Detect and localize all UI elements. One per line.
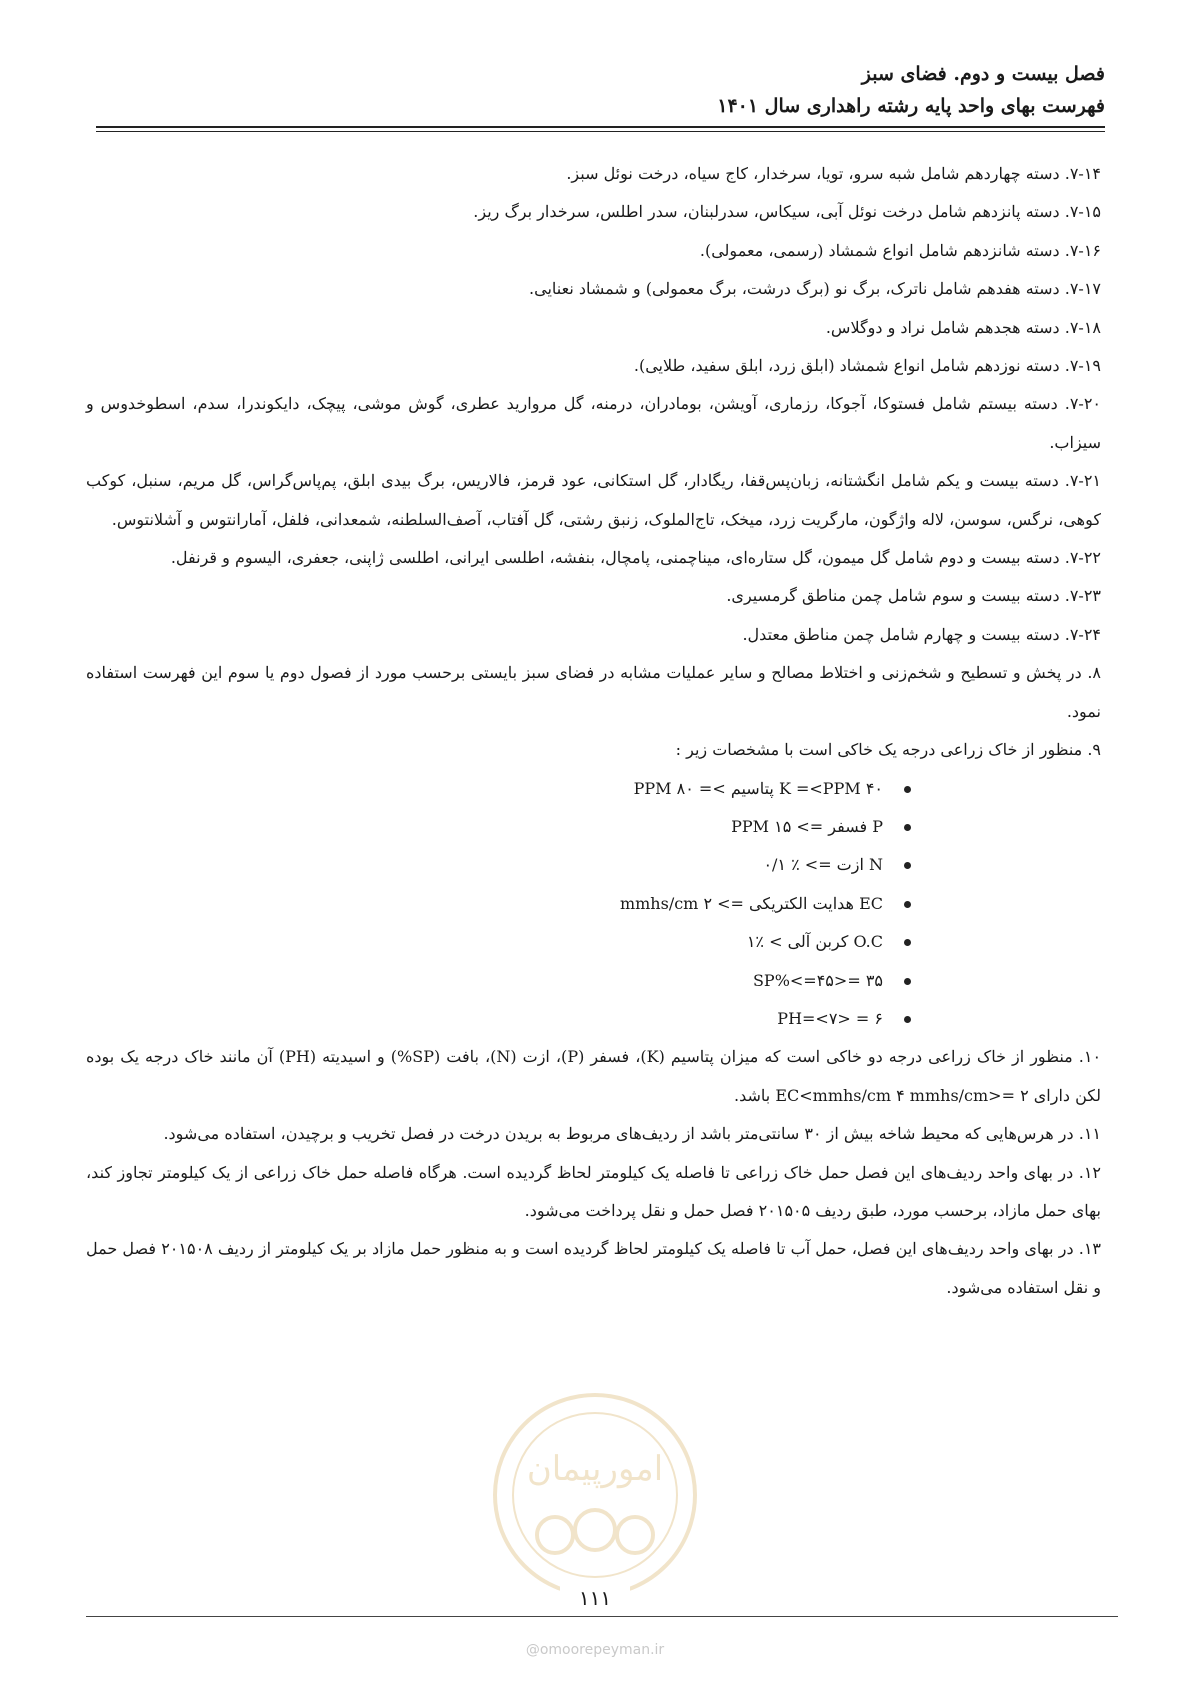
list-item: ۷-۲۳. دسته بیست و سوم شامل چمن مناطق گرمسیری.	[726, 586, 1101, 606]
page-number: ۱۱۱	[560, 1586, 630, 1610]
list-item: ۷-۱۷. دسته هفدهم شامل ناترک، برگ نو (برگ درشت، برگ معمولی) و شمشاد نعنایی.	[529, 279, 1101, 299]
document-body	[86, 155, 1101, 1307]
page-header	[96, 58, 1105, 132]
seal-text: امورپیمان	[526, 1449, 664, 1489]
list-item: ۷-۱۸. دسته هجدهم شامل نراد و دوگلاس.	[825, 317, 1101, 337]
footer-rule	[86, 1616, 1118, 1617]
list-item: ۷-۱۹. دسته نوزدهم شامل انواع شمشاد (ابلق زرد، ابلق سفید، طلایی).	[633, 356, 1101, 376]
list-item: ۷-۲۰. دسته بیستم شامل فستوکا، آجوکا، رزماری، آویشن، بومادران، درمنه، گل مروارید عطری، گوش موشی، پیچک، دایکوندرا، سدم، اسطوخدوس و سیزاب.	[86, 394, 1102, 452]
list-item: ۷-۲۲. دسته بیست و دوم شامل گل میمون، گل ستاره‌ای، میناچمنی، پامچال، بنفشه، اطلسی ایرانی، اطلسی ژاپنی، جعفری، الیسوم و قرنفل.	[170, 548, 1101, 568]
seal-watermark	[485, 1385, 705, 1605]
note-paragraph: ۱۳. در بهای واحد ردیف‌های این فصل، حمل آب تا فاصله یک کیلومتر لحاظ گردیده است و به منظور حمل مازاد بر یک کیلومتر از ردیف ۲۰۱۵۰۸ فصل حمل و نقل استفاده می‌شود.	[86, 1239, 1101, 1297]
soil-spec-item: N ازت => ٪ ۰/۱	[86, 846, 911, 884]
list-item: ۷-۲۴. دسته بیست و چهارم شامل چمن مناطق معتدل.	[742, 624, 1101, 644]
soil-spec-item: EC هدایت الکتریکی => ۲ mmhs/cm	[86, 885, 911, 923]
list-item: ۷-۱۶. دسته شانزدهم شامل انواع شمشاد (رسمی، معمولی).	[699, 240, 1101, 260]
soil-spec-item: ۴۰ K =<PPM پتاسیم >= ۸۰ PPM	[86, 770, 911, 808]
soil-spec-item: P فسفر => ۱۵ PPM	[86, 808, 911, 846]
list-title: فهرست بهای واحد پایه رشته راهداری سال ۱۴۰۱	[717, 95, 1105, 117]
note-paragraph: ۱۰. منظور از خاک زراعی درجه دو خاکی است که میزان پتاسیم (K)، فسفر (P)، ازت (N)، بافت (SP%) و اسیدیته (PH) آن مانند خاک درجه یک بوده لکن دارای ۲ =<EC<mmhs/cm ۴ mmhs/cm باشد.	[86, 1047, 1102, 1105]
chapter-title: فصل بیست و دوم. فضای سبز	[861, 63, 1105, 85]
soil-spec-item: ۶ = <PH=<۷	[86, 1000, 911, 1038]
note-paragraph: ۱۱. در هرس‌هایی که محیط شاخه بیش از ۳۰ سانتی‌متر باشد از ردیف‌های مربوط به بریدن درخت در فصل تخریب و برچیدن، استفاده می‌شود.	[163, 1124, 1101, 1144]
list-item: ۷-۱۵. دسته پانزدهم شامل درخت نوئل آبی، سیکاس، سدرلبنان، سدر اطلس، سرخدار برگ ریز.	[473, 202, 1101, 222]
soil-spec-item: ۳۵ =<SP%<=۴۵	[86, 962, 911, 1000]
note-paragraph: ۱۲. در بهای واحد ردیف‌های این فصل حمل خاک زراعی تا فاصله یک کیلومتر لحاظ گردیده است. هرگاه فاصله حمل خاک زراعی از یک کیلومتر تجاوز کند، بهای حمل مازاد، برحسب مورد، طبق ردیف ۲۰۱۵۰۵ فصل حمل و نقل پرداخت می‌شود.	[86, 1162, 1101, 1220]
list-item: ۷-۱۴. دسته چهاردهم شامل شبه سرو، تویا، سرخدار، کاج سیاه، درخت نوئل سبز.	[566, 164, 1101, 183]
note-paragraph: ۹. منظور از خاک زراعی درجه یک خاکی است با مشخصات زیر :	[675, 740, 1101, 760]
header-rule-thick	[96, 126, 1105, 128]
website-watermark: @omoorepeyman.ir	[525, 1642, 665, 1658]
soil-spec-item: O.C کربن آلی > ٪۱	[86, 923, 911, 961]
soil-spec-list	[86, 770, 1101, 1039]
note-paragraph: ۸. در پخش و تسطیح و شخم‌زنی و اختلاط مصالح و سایر عملیات مشابه در فضای سبز بایستی برحسب مورد از فصول دوم یا سوم این فهرست استفاده نمود.	[86, 663, 1101, 721]
list-item: ۷-۲۱. دسته بیست و یکم شامل انگشتانه، زبان‌پس‌قفا، ریگادار، گل استکانی، عود قرمز، فالاریس، برگ بیدی ابلق، پم‌پاس‌گراس، گل مریم، سنبل، کوکب کوهی، نرگس، سوسن، لاله واژگون، مارگریت زرد، میخک، تاج‌الملوک، زنبق رشتی، گل آفتاب، آصف‌السلطنه، شمعدانی، فلفل، آمارانتوس و آشلانتوس.	[86, 471, 1102, 529]
header-rule-thin	[96, 131, 1105, 132]
